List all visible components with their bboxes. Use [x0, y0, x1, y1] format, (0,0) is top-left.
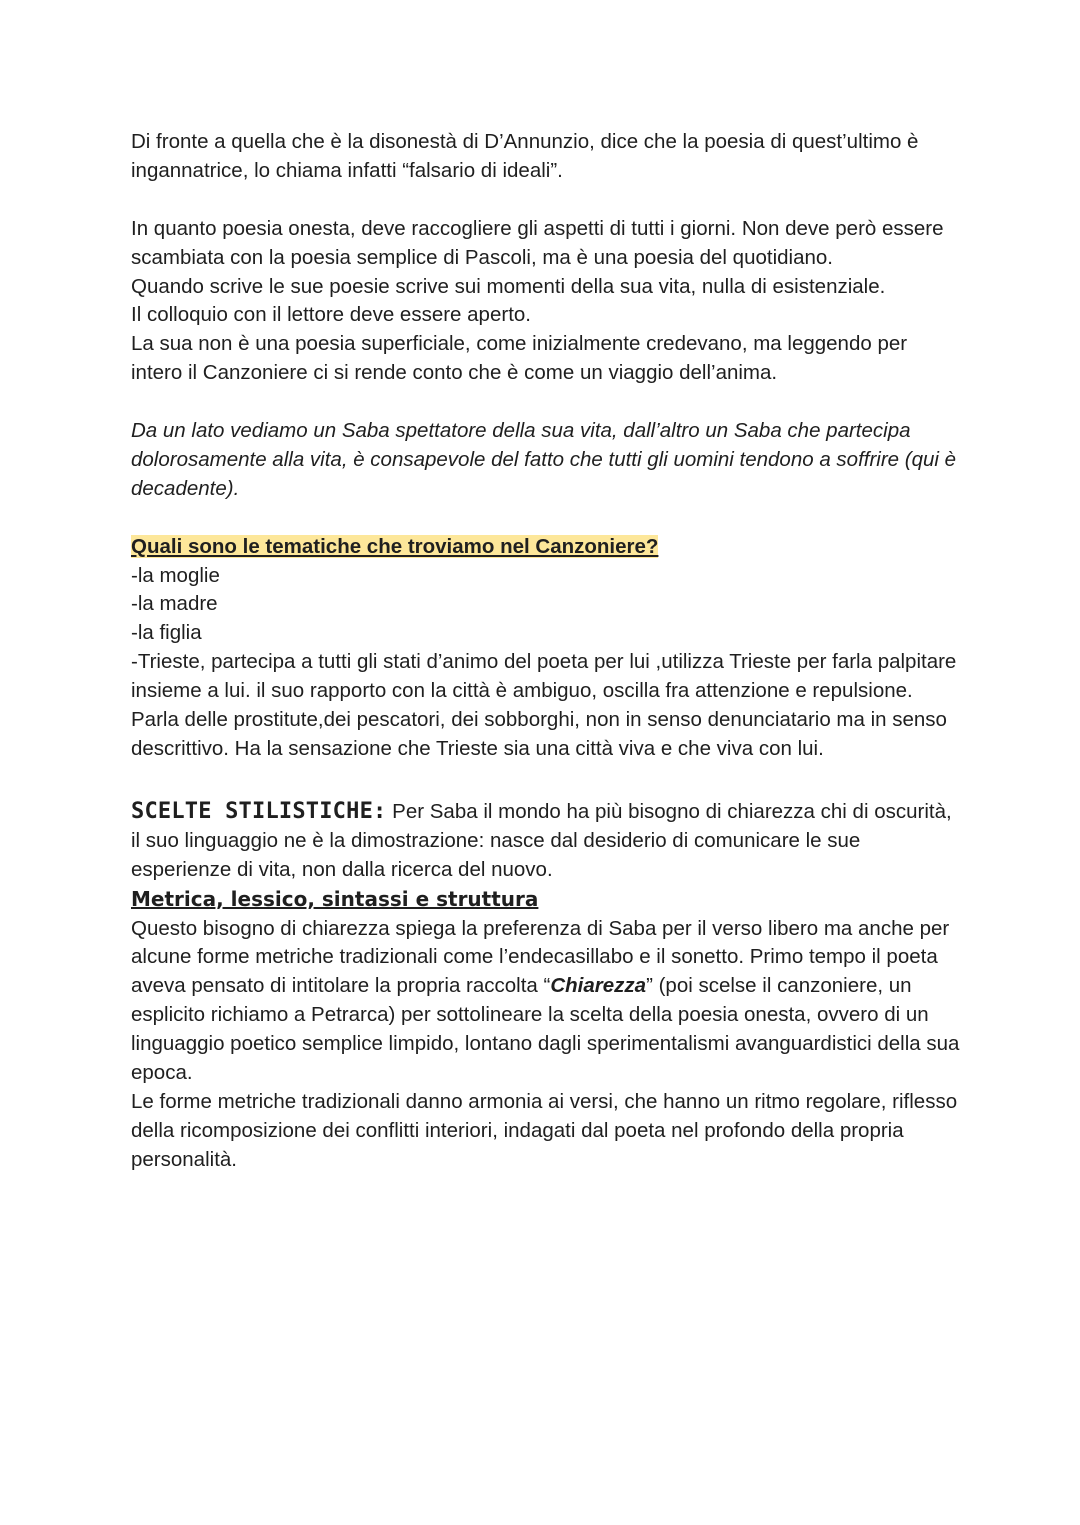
paragraph-momenti-vita: Quando scrive le sue poesie scrive sui momenti della sua vita, nulla di esistenziale. — [131, 274, 886, 298]
spacer — [131, 764, 961, 798]
chiarezza-title: Chiarezza — [550, 974, 647, 998]
metrica-subheading-line — [131, 885, 961, 915]
theme-item: -la figlia — [131, 621, 202, 645]
paragraph-viaggio-anima: La sua non è una poesia superficiale, come inizialmente credevano, ma leggendo per intero il Canzoniere ci si rende conto che è come un viaggio dell’anima. — [131, 332, 908, 385]
spacer — [131, 186, 961, 215]
paragraph-poesia-onesta: In quanto poesia onesta, deve raccogliere gli aspetti di tutti i giorni. Non deve però essere scambiata con la poesia semplice di Pascoli, ma è una poesia del quotidiano. — [131, 216, 944, 269]
stylistic-heading: SCELTE STILISTICHE: — [131, 798, 387, 824]
themes-closing: Parla delle prostitute,dei pescatori, dei sobborghi, non in senso denunciatario ma in senso descrittivo. Ha la sensazione che Trieste sia una città viva e che viva con lui. — [131, 708, 947, 760]
stylistic-intro: Per Saba il mondo ha più bisogno di chiarezza chi di oscurità, il suo linguaggio ne è la dimostrazione: nasce dal desiderio di comunicare le sue esperienze di vita, non dalla ricerca del nuovo. — [131, 799, 952, 881]
stylistic-paragraph — [131, 798, 961, 885]
theme-item: -la moglie — [131, 563, 220, 587]
paragraph-colloquio: Il colloquio con il lettore deve essere aperto. — [131, 303, 531, 327]
spacer — [131, 388, 961, 417]
themes-heading-line — [131, 533, 961, 562]
theme-item: -la madre — [131, 592, 218, 616]
paragraph-dannunzio: Di fronte a quella che è la disonestà di D’Annunzio, dice che la poesia di quest’ultimo è ingannatrice, lo chiama infatti “falsario di ideali”. — [131, 130, 919, 182]
metrica-text-before: Questo bisogno di chiarezza spiega la preferenza di Saba per il verso libero ma anche per alcune forme metriche tradizionali come l’endecasillabo e il sonetto. Primo tempo il poeta aveva pensato di intitolare la propria raccolta “ — [131, 916, 950, 998]
themes-heading: Quali sono le tematiche che troviamo nel Canzoniere? — [131, 534, 659, 558]
metrica-closing: Le forme metriche tradizionali danno armonia ai versi, che hanno un ritmo regolare, riflesso della ricomposizione dei conflitti interiori, indagati dal poeta nel profondo della propria personalità. — [131, 1089, 958, 1171]
metrica-paragraph — [131, 915, 961, 1088]
metrica-subheading: Metrica, lessico, sintassi e struttura — [131, 886, 539, 911]
paragraph-saba-spettatore: Da un lato vediamo un Saba spettatore della sua vita, dall’altro un Saba che partecipa dolorosamente alla vita, è consapevole del fatto che tutti gli uomini tendono a soffrire (qui è decadente). — [131, 419, 957, 500]
spacer — [131, 504, 961, 533]
metrica-text-after: ” (poi scelse il canzoniere, un esplicito richiamo a Petrarca) per sottolineare la scelta della poesia onesta, ovvero di un linguaggio poetico semplice limpido, lontano dagli sperimentalismi avanguardistici della sua epoca. — [131, 974, 960, 1085]
theme-item: -Trieste, partecipa a tutti gli stati d’animo del poeta per lui ,utilizza Trieste per farla palpitare insieme a lui. il suo rapporto con la città è ambiguo, oscilla fra attenzione e repulsione. — [131, 650, 957, 703]
document-page — [131, 128, 961, 1175]
